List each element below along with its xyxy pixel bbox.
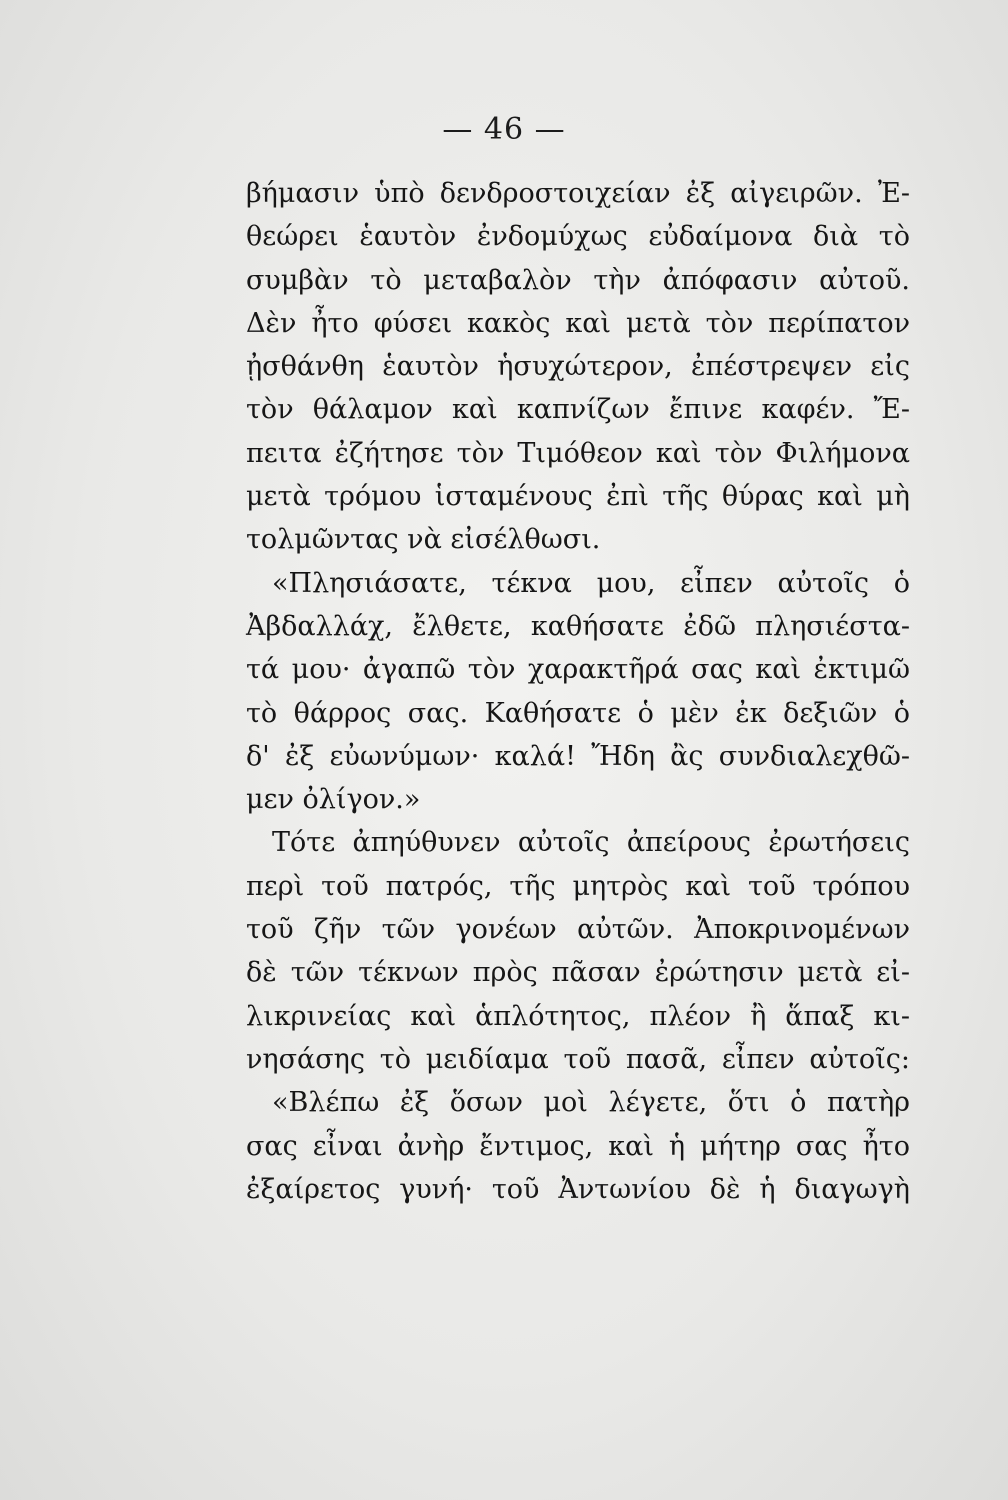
text-line: ᾐσθάνθη ἑαυτὸν ἡσυχώτερον, ἐπέστρεψεν εἰς	[246, 351, 910, 383]
page-number: — 46 —	[442, 112, 566, 147]
text-line: «Πλησιάσατε, τέκνα μου, εἶπεν αὐτοῖς ὁ	[272, 567, 910, 599]
text-line: μετὰ τρόμου ἱσταμένους ἐπὶ τῆς θύρας καὶ μὴ	[246, 481, 910, 513]
text-line: βήμασιν ὑπὸ δενδροστοιχείαν ἐξ αἰγειρῶν. Ἐ-	[246, 178, 910, 209]
text-line: Δὲν ἦτο φύσει κακὸς καὶ μετὰ τὸν περίπατον	[246, 307, 910, 339]
text-line: τοῦ ζῆν τῶν γονέων αὐτῶν. Ἀποκρινομένων	[246, 914, 910, 946]
text-line: τολμῶντας νὰ εἰσέλθωσι.	[246, 524, 601, 556]
text-line: πειτα ἐζήτησε τὸν Τιμόθεον καὶ τὸν Φιλήμονα	[246, 437, 910, 469]
text-line: τὸ θάρρος σας. Καθήσατε ὁ μὲν ἐκ δεξιῶν ὁ	[246, 697, 910, 729]
body-text	[246, 172, 910, 1211]
text-line: τὸν θάλαμον καὶ καπνίζων ἔπινε καφέν. Ἔ-	[246, 394, 910, 426]
text-line: περὶ τοῦ πατρός, τῆς μητρὸς καὶ τοῦ τρόπου	[246, 870, 910, 902]
text-line: σας εἶναι ἀνὴρ ἔντιμος, καὶ ἡ μήτηρ σας ἦτο	[246, 1130, 910, 1162]
text-line: δὲ τῶν τέκνων πρὸς πᾶσαν ἐρώτησιν μετὰ εἰ-	[246, 957, 910, 989]
text-line: μεν ὀλίγον.»	[246, 784, 421, 816]
text-line: δ' ἐξ εὐωνύμων· καλά! Ἤδη ἂς συνδιαλεχθῶ-	[246, 740, 910, 772]
text-line: ἐξαίρετος γυνή· τοῦ Ἀντωνίου δὲ ἡ διαγωγὴ	[246, 1173, 910, 1205]
text-line: συμβὰν τὸ μεταβαλὸν τὴν ἀπόφασιν αὐτοῦ.	[246, 264, 910, 296]
text-line: θεώρει ἑαυτὸν ἐνδομύχως εὐδαίμονα διὰ τὸ	[246, 221, 910, 253]
text-line: Ἀβδαλλάχ, ἔλθετε, καθήσατε ἐδῶ πλησιέστα-	[246, 610, 910, 642]
text-line: τά μου· ἀγαπῶ τὸν χαρακτῆρά σας καὶ ἐκτιμῶ	[246, 654, 910, 686]
text-line: λικρινείας καὶ ἁπλότητος, πλέον ἢ ἅπαξ κι-	[246, 1000, 910, 1032]
text-line: Τότε ἀπηύθυνεν αὐτοῖς ἀπείρους ἐρωτήσεις	[272, 827, 910, 859]
text-line: «Βλέπω ἐξ ὅσων μοὶ λέγετε, ὅτι ὁ πατὴρ	[272, 1087, 910, 1119]
text-line: νησάσης τὸ μειδίαμα τοῦ πασᾶ, εἶπεν αὐτοῖς:	[246, 1043, 910, 1075]
